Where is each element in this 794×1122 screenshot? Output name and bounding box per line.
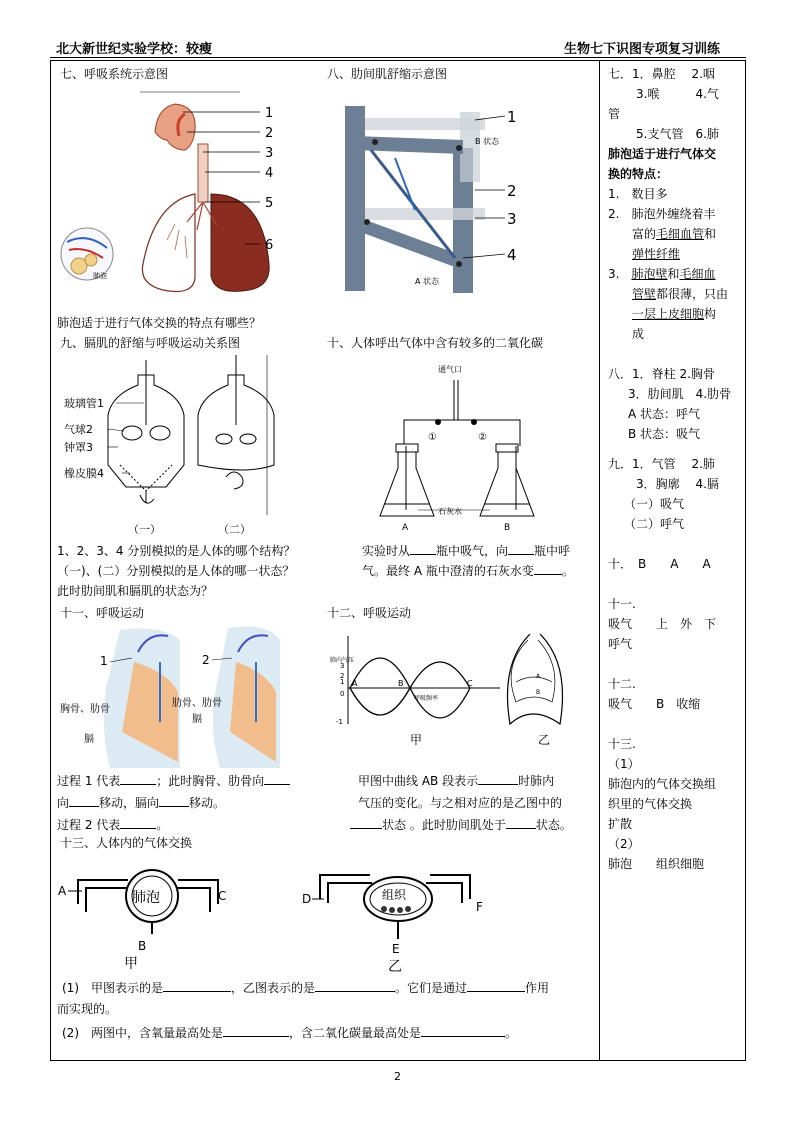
tissue-gas-exchange-diagram: [300, 855, 500, 975]
column-divider: [599, 60, 600, 1061]
point-c-label: C: [218, 889, 227, 903]
section-7-question: 肺泡适于进行气体交换的特点有哪些？: [57, 316, 262, 330]
answer-7-point-2c: 弹性纤维: [632, 247, 681, 261]
answer-13-line-1: 十三.: [608, 737, 636, 751]
resp-label-1: 1: [265, 106, 274, 121]
fig-yi-caption: 乙: [538, 733, 551, 747]
answer-12-line-2: 吸气 B 收缩: [608, 697, 701, 711]
blank-bell-state[interactable]: [350, 828, 382, 829]
answer-7-point-1: 1. 数目多: [608, 187, 668, 201]
resp-label-4: 4: [265, 166, 274, 181]
answer-7-heading-2: 换的特点：: [608, 167, 669, 181]
blank-exchange-mechanism[interactable]: [467, 991, 525, 992]
section-13-q1: (1) 甲图表示的是 ，乙图表示的是 。它们是通过 作用: [62, 981, 550, 995]
page-number: 2: [394, 1070, 401, 1083]
blank-exhale-flask[interactable]: [508, 554, 534, 555]
rib-label-4: 4: [507, 246, 517, 264]
blank-process-2[interactable]: [120, 828, 156, 829]
blank-process-1[interactable]: [120, 784, 156, 785]
tick-2: 2: [340, 672, 345, 680]
model-label-2: 气球2: [64, 423, 93, 436]
answer-12-line-1: 十二.: [608, 677, 636, 691]
resp-label-3: 3: [265, 146, 274, 161]
bell-state-b: B: [536, 689, 541, 696]
answer-13-line-7: 肺泡 组织细胞: [608, 857, 705, 871]
intercostal-muscle-diagram: [335, 98, 535, 298]
point-f-label: F: [476, 900, 483, 914]
blank-muscle-state[interactable]: [506, 828, 536, 829]
fig-jia-caption: 甲: [410, 733, 423, 747]
blank-limewater-result[interactable]: [534, 574, 562, 575]
answer-10: 十． B A A: [608, 557, 711, 571]
state-b-label: B 状态: [475, 137, 500, 146]
answer-13-line-5: 扩散: [608, 817, 633, 831]
blank-chest-direction-1[interactable]: [264, 784, 290, 785]
blank-diaphragm-direction[interactable]: [159, 806, 189, 807]
answer-11-line-1: 十一.: [608, 597, 636, 611]
breathing-movement-diagram: [60, 622, 285, 770]
section-10-q1: 实验时从 瓶中吸气，向 瓶中呼: [362, 544, 571, 558]
vent-label: 通气口: [438, 365, 462, 374]
co2-flask-experiment-diagram: [370, 360, 550, 535]
bell-state-a: A: [536, 673, 541, 680]
answer-8-line-2: 3．肋间肌 4.肋骨: [628, 387, 732, 401]
section-12-q1: 甲图中曲线 AB 段表示 时肺内: [358, 774, 555, 788]
exchange-fig-jia: 甲: [124, 956, 138, 972]
answer-7-point-3d: 成: [632, 327, 645, 341]
model-fig-2-caption: （二）: [218, 523, 251, 536]
rib-label-1: 1: [507, 108, 517, 126]
answer-13-line-2: （1）: [608, 757, 640, 771]
pressure-axis-label: 肺内气压: [330, 657, 355, 664]
flask-a-label: A: [402, 523, 409, 533]
point-a-label: A: [58, 884, 67, 898]
answer-11-line-2: 吸气 上 外 下: [608, 617, 717, 631]
section-9-q1: 1、2、3、4 分别模拟的是人体的哪个结构？: [57, 544, 296, 558]
answer-13-line-6: （2）: [608, 837, 640, 851]
answer-9-line-1: 九．1．气管 2.肺: [608, 457, 715, 471]
tick-1: 1: [340, 678, 345, 686]
section-8-title: 八、肋间肌舒缩示意图: [327, 67, 448, 81]
frequency-axis-label: 呼吸频率: [414, 695, 439, 702]
process-2-label: 2: [202, 653, 210, 667]
blank-ab-segment[interactable]: [478, 784, 518, 785]
rib-label-3: 3: [507, 210, 517, 228]
answer-9-line-3: （一）吸气: [624, 497, 685, 511]
section-13-title: 十三、人体内的气体交换: [60, 836, 193, 850]
answer-11-line-3: 呼气: [608, 637, 633, 651]
answer-7-point-3c: 一层上皮细胞构: [632, 307, 717, 321]
blank-fig-yi-meaning[interactable]: [315, 991, 395, 992]
exchange-fig-yi: 乙: [388, 959, 402, 975]
section-9-title: 九、膈肌的舒缩与呼吸运动关系图: [60, 336, 241, 350]
answer-7-point-3b: 管壁都很薄，只由: [632, 287, 729, 301]
point-e-label: E: [392, 942, 400, 956]
answer-7-line-1: 七．1．鼻腔 2.咽: [608, 67, 715, 81]
section-12-q2: 气压的变化。与之相对应的是乙图中的: [358, 796, 563, 810]
chest-label-2: 肋骨、肋骨: [172, 698, 222, 709]
tissue-center-label: 组织: [382, 888, 407, 902]
curve-point-a: A: [352, 679, 358, 688]
resp-label-2: 2: [265, 126, 274, 141]
alveoli-inset-label: 肺泡: [93, 272, 107, 280]
section-10-title: 十、人体呼出气体中含有较多的二氧化碳: [327, 336, 544, 350]
lung-pressure-curve-diagram: [330, 632, 580, 752]
model-label-4: 橡皮膜4: [64, 467, 104, 480]
tick-3: 3: [340, 662, 345, 670]
resp-label-6: 6: [265, 238, 274, 253]
process-1-label: 1: [100, 654, 108, 668]
answer-7-line-4: 5.支气管 6.肺: [636, 127, 719, 141]
chest-label-1: 胸骨、肋骨: [60, 704, 110, 715]
blank-inhale-flask[interactable]: [410, 554, 436, 555]
section-11-q3: 过程 2 代表 。: [57, 818, 169, 832]
valve-2-label: ②: [478, 432, 487, 443]
curve-point-b: B: [398, 679, 404, 688]
alveolar-gas-exchange-diagram: [58, 860, 248, 970]
diaphragm-label-1: 膈: [84, 734, 94, 745]
point-d-label: D: [302, 892, 312, 906]
answer-7-line-3: 管: [608, 107, 621, 121]
point-b-label: B: [138, 939, 147, 953]
respiratory-system-diagram: [55, 84, 295, 304]
answer-7-line-2: 3.喉 4.气: [636, 87, 719, 101]
header-rule: [50, 57, 746, 58]
answer-9-line-4: （二）呼气: [624, 517, 685, 531]
tick-neg1: -1: [336, 718, 343, 726]
blank-highest-co2[interactable]: [421, 1036, 505, 1037]
answer-7-point-3: 3. 肺泡壁和毛细血: [608, 267, 716, 281]
header-right: 生物七下识图专项复习训练: [564, 42, 721, 57]
section-9-q3: 此时肋间肌和膈肌的状态为？: [57, 584, 214, 598]
section-10-q2: 气。最终 A 瓶中澄清的石灰水变 。: [362, 564, 574, 578]
header-left: 北大新世纪实验学校：较瘦: [56, 42, 213, 57]
state-a-label: A 状态: [415, 277, 440, 286]
answer-13-line-3: 肺泡内的气体交换组: [608, 777, 717, 791]
answer-13-line-4: 织里的气体交换: [608, 797, 693, 811]
model-label-3: 钟罩3: [64, 441, 93, 454]
valve-1-label: ①: [428, 432, 437, 443]
blank-highest-oxygen[interactable]: [223, 1036, 289, 1037]
section-11-title: 十一、呼吸运动: [60, 606, 145, 620]
limewater-label: 石灰水: [438, 507, 462, 516]
section-7-title: 七、呼吸系统示意图: [60, 67, 169, 81]
alveolus-center-label: 肺泡: [132, 890, 160, 906]
answer-column: [608, 64, 740, 874]
rib-label-2: 2: [507, 182, 517, 200]
answer-7-point-2: 2. 肺泡外缠绕着丰: [608, 207, 716, 221]
answer-7-heading-1: 肺泡适于进行气体交: [608, 147, 717, 161]
section-13-q2: (2) 两图中，含氧量最高处是 ，含二氧化碳量最高处是 。: [62, 1026, 518, 1040]
answer-7-point-2b: 富的毛细血管和: [632, 227, 717, 241]
model-fig-1-caption: （一）: [128, 523, 161, 536]
diaphragm-model-diagram: [60, 355, 280, 540]
section-11-q2: 向 移动，膈向 移动。: [57, 796, 226, 810]
answer-9-line-2: 3．胸廓 4.膈: [636, 477, 719, 491]
flask-b-label: B: [504, 523, 511, 533]
answer-8-line-1: 八．1．脊柱 2.胸骨: [608, 367, 715, 381]
resp-label-5: 5: [265, 196, 274, 211]
tick-0: 0: [340, 690, 345, 698]
model-label-1: 玻璃管1: [64, 397, 104, 410]
blank-fig-jia-meaning[interactable]: [163, 991, 231, 992]
blank-chest-direction-2[interactable]: [69, 806, 99, 807]
section-9-q2: （一)、(二）分别模拟的是人体的哪一状态？: [57, 564, 295, 578]
answer-8-line-3: A 状态：呼气: [628, 407, 701, 421]
section-12-title: 十二、呼吸运动: [327, 606, 412, 620]
section-11-q1: 过程 1 代表 ；此时胸骨、肋骨向: [57, 773, 290, 789]
section-13-q1-cont: 而实现的。: [57, 1002, 118, 1016]
section-12-q3: 状态 。此时肋间肌处于 状态。: [350, 817, 572, 833]
diaphragm-label-2: 膈: [192, 714, 202, 725]
curve-point-c: C: [467, 679, 473, 688]
answer-8-line-4: B 状态：吸气: [628, 427, 701, 441]
